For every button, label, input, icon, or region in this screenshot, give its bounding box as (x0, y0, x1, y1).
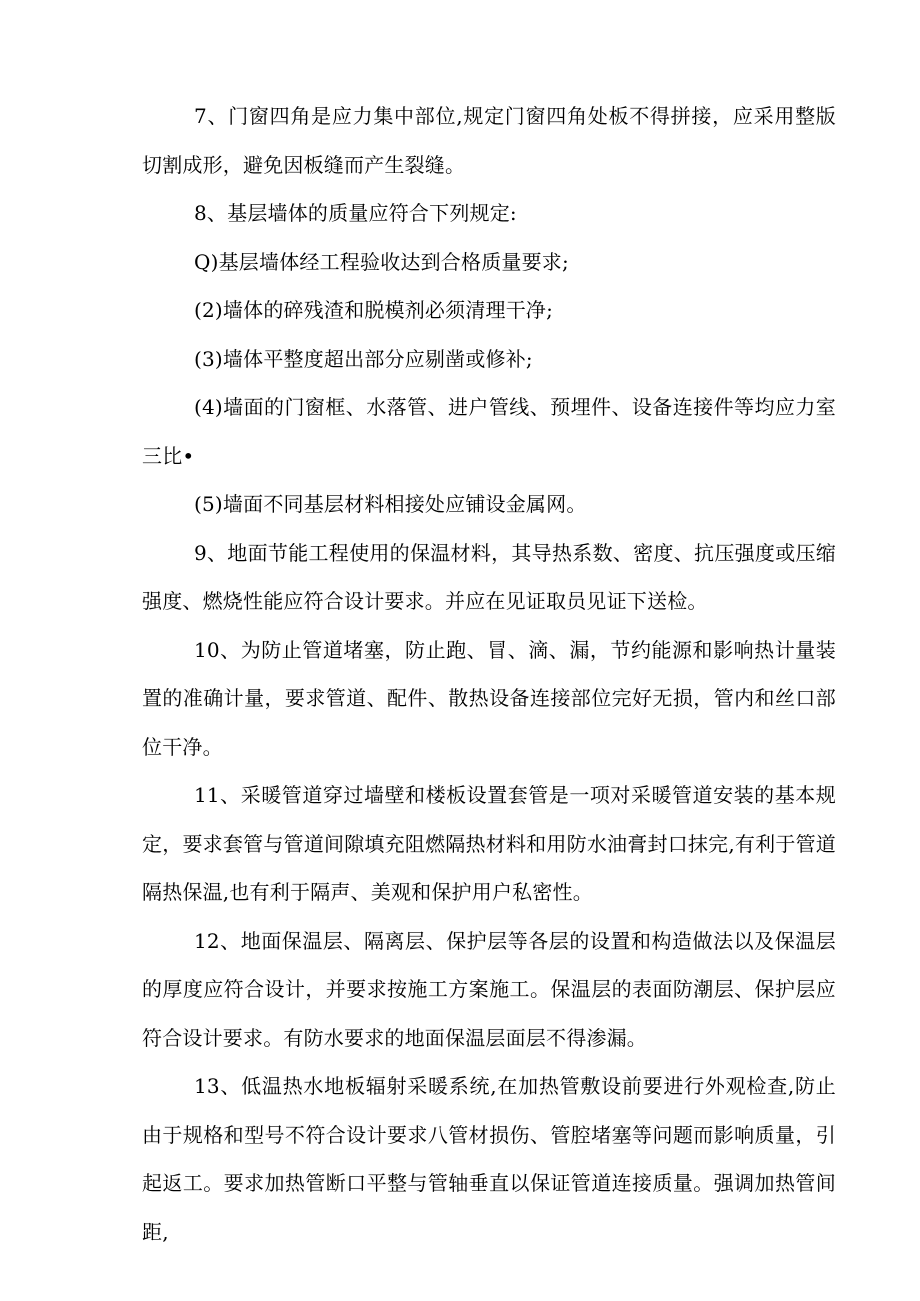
paragraph-11: 11、采暖管道穿过墙壁和楼板设置套管是一项对采暖管道安装的基本规定，要求套管与管道间隙填充阻燃隔热材料和用防水油膏封口抹完,有利于管道隔热保温,也有利于隔声、美观和保护用户私密性。 (142, 783, 836, 904)
paragraph-13: 13、低温热水地板辐射采暖系统,在加热管敷设前要进行外观检查,防止由于规格和型号不符合设计要求八管材损伤、管腔堵塞等问题而影响质量，引起返工。要求加热管断口平整与管轴垂直以保证管道连接质量。强调加热管间距, (142, 1074, 836, 1244)
paragraph-8: 8、基层墙体的质量应符合下列规定: (194, 201, 517, 225)
list-item-4: (4)墙面的门窗框、水落管、进户管线、预埋件、设备连接件等均应力室三比• (142, 395, 836, 468)
list-item-2: (2)墙体的碎残渣和脱模剂必须清理干净; (194, 298, 554, 322)
list-item-5: (5)墙面不同基层材料相接处应铺设金属网。 (194, 492, 587, 516)
paragraph-9: 9、地面节能工程使用的保温材料，其导热系数、密度、抗压强度或压缩强度、燃烧性能应符合设计要求。并应在见证取员见证下送检。 (142, 540, 836, 613)
list-item-3: (3)墙体平整度超出部分应剔凿或修补; (194, 346, 533, 371)
list-item-1: Q)基层墙体经工程验收达到合格质量要求; (194, 249, 569, 274)
paragraph-12: 12、地面保温层、隔离层、保护层等各层的设置和构造做法以及保温层的厚度应符合设计，并要求按施工方案施工。保温层的表面防潮层、保护层应符合设计要求。有防水要求的地面保温层面层不得渗漏。 (142, 928, 836, 1050)
paragraph-10: 10、为防止管道堵塞，防止跑、冒、滴、漏，节约能源和影响热计量装置的准确计量，要求管道、配件、散热设备连接部位完好无损，管内和丝口部位干净。 (142, 637, 836, 759)
paragraph-7: 7、门窗四角是应力集中部位,规定门窗四角处板不得拼接，应采用整版切割成形，避免因板缝而产生裂缝。 (142, 104, 836, 177)
